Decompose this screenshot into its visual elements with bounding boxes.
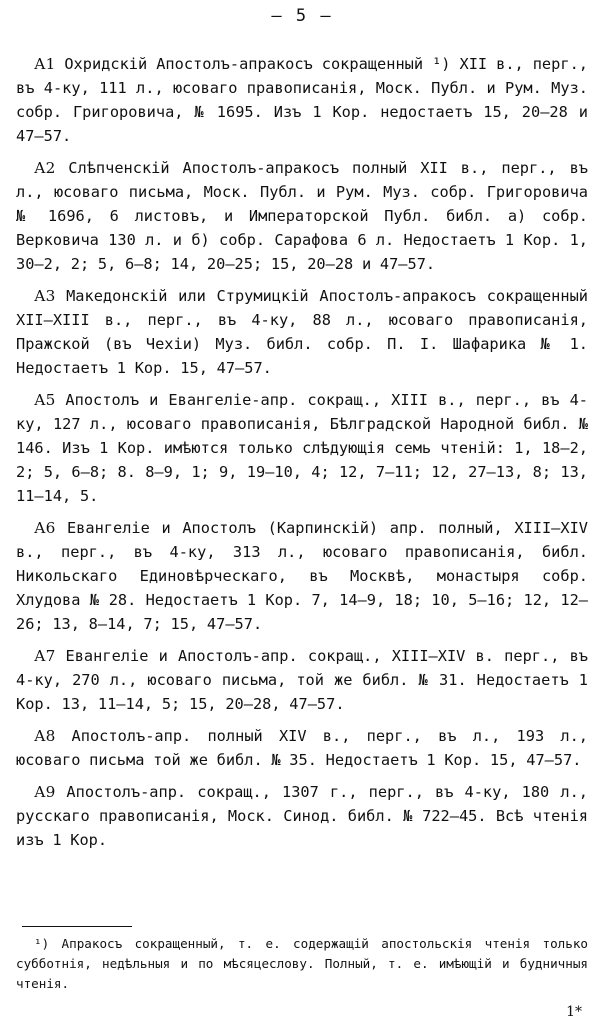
entry-siglum: А1 bbox=[34, 55, 56, 73]
entry-siglum: А6 bbox=[34, 519, 56, 537]
entry-siglum: А7 bbox=[34, 647, 56, 665]
entry-siglum: А3 bbox=[34, 287, 56, 305]
entry-text: Апостолъ-апр. сокращ., 1307 г., перг., въ 4-ку, 180 л., русскаго правописанія, Моск. Синод. библ. № 722—45. Всѣ чтенія изъ 1 Кор. bbox=[16, 783, 588, 849]
signature-mark: 1* bbox=[566, 1004, 582, 1020]
manuscript-entry-a7 bbox=[16, 644, 588, 716]
manuscript-entry-a5 bbox=[16, 388, 588, 508]
entry-text: Слѣпченскій Апостолъ-апракосъ полный XII в., перг., въ л., юсоваго письма, Моск. Публ. и Рум. Муз. собр. Григоровича № 1696, 6 листовъ, и Императорской Публ. библ. а) собр. Верковича 130 л. и б) собр. Сарафова 6 л. Недостаетъ 1 Кор. 1, 30—2, 2; 5, 6—8; 14, 20—25; 15, 20—28 и 47—57. bbox=[16, 159, 588, 273]
footnote-divider bbox=[22, 926, 132, 927]
entry-siglum: А8 bbox=[34, 727, 56, 745]
manuscript-entry-a1 bbox=[16, 52, 588, 148]
manuscript-entry-a3 bbox=[16, 284, 588, 380]
footnote: ¹) Апракосъ сокращенный, т. е. содержащій апостольскія чтенія только субботнія, недѣльныя и по мѣсяцеслову. Полный, т. е. имѣющій и будничныя чтенія. bbox=[16, 936, 588, 991]
entry-siglum: А5 bbox=[34, 391, 56, 409]
entry-text: Евангеліе и Апостолъ (Карпинскій) апр. полный, XIII—XIV в., перг., въ 4-ку, 313 л., юсоваго правописанія, библ. Никольскаго Единовѣрческаго, въ Москвѣ, монастыря собр. Хлудова № 28. Недостаетъ 1 Кор. 7, 14—9, 18; 10, 5—16; 12, 12—26; 13, 8—14, 7; 15, 47—57. bbox=[16, 519, 588, 633]
manuscript-list bbox=[16, 52, 588, 860]
entry-text: Евангеліе и Апостолъ-апр. сокращ., XIII—XIV в. перг., въ 4-ку, 270 л., юсоваго письма, той же библ. № 31. Недостаетъ 1 Кор. 13, 11—14, 5; 15, 20—28, 47—57. bbox=[16, 647, 589, 713]
manuscript-entry-a9 bbox=[16, 780, 588, 852]
manuscript-entry-a6 bbox=[16, 516, 588, 636]
entry-text: Апостолъ-апр. полный XIV в., перг., въ л., 193 л., юсоваго письма той же библ. № 35. Недостаетъ 1 Кор. 15, 47—57. bbox=[16, 727, 588, 769]
entry-text: Апостолъ и Евангеліе-апр. сокращ., XIII в., перг., въ 4-ку, 127 л., юсоваго правописанія, Бѣлградской Народной библ. № 146. Изъ 1 Кор. имѣются только слѣдующія семь чтеній: 1, 18—2, 2; 5, 6—8; 8. 8—9, 1; 9, 19—10, 4; 12, 7—11; 12, 27—13, 8; 13, 11—14, 5. bbox=[16, 391, 588, 505]
entry-text: Охридскій Апостолъ-апракосъ сокращенный ¹) XII в., перг., въ 4-ку, 111 л., юсоваго правописанія, Моск. Публ. и Рум. Муз. собр. Григоровича, № 1695. Изъ 1 Кор. недостаетъ 15, 20—28 и 47—57. bbox=[16, 55, 588, 145]
entry-text: Македонскій или Струмицкій Апостолъ-апракосъ сокращенный XII—XIII в., перг., въ 4-ку, 88 л., юсоваго правописанія, Пражской (въ Чехіи) Муз. библ. собр. П. І. Шафарика № 1. Недостаетъ 1 Кор. 15, 47—57. bbox=[16, 287, 589, 377]
manuscript-entry-a2 bbox=[16, 156, 588, 276]
manuscript-entry-a8 bbox=[16, 724, 588, 772]
entry-siglum: А2 bbox=[34, 159, 56, 177]
entry-siglum: А9 bbox=[34, 783, 56, 801]
page-number: — 5 — bbox=[271, 6, 333, 26]
